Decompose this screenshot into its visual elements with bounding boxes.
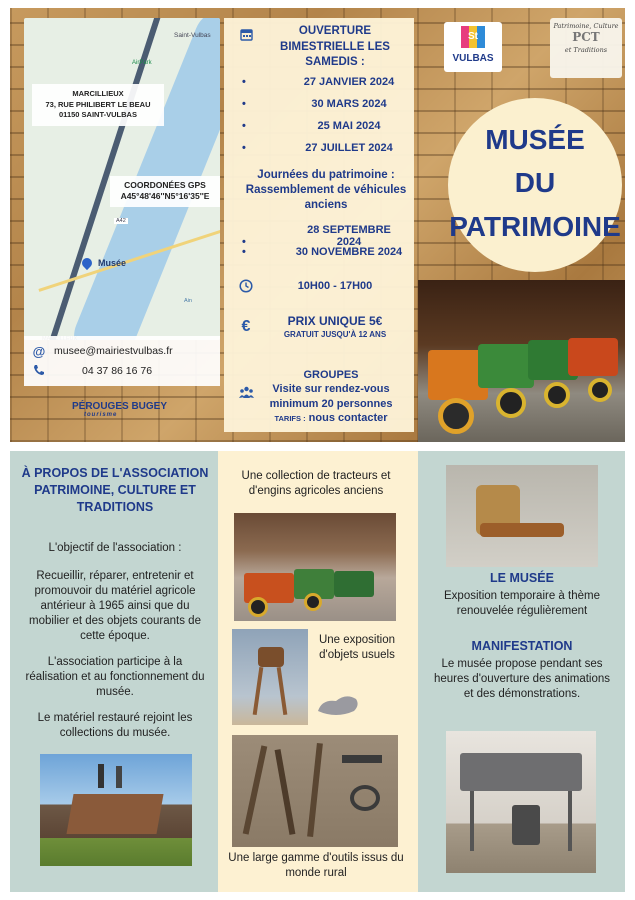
tractor-wheel <box>496 388 526 418</box>
objects-caption: Une exposition d'objets usuels <box>318 634 396 661</box>
tractor-wheel <box>248 597 268 617</box>
clock-icon <box>238 279 254 296</box>
email-row[interactable] <box>32 341 212 361</box>
perouges-logo-text: PÉROUGES BUGEY <box>72 401 168 412</box>
churn-leg <box>253 667 264 715</box>
heritage-days <box>240 168 412 213</box>
groups-tarifs-label: TARIFS : <box>274 413 306 423</box>
tool-shape <box>350 785 380 811</box>
about-heading: À PROPOS DE L'ASSOCIATION PATRIMOINE, CULTURE ET TRADITIONS <box>21 466 209 514</box>
person-shape <box>116 766 122 788</box>
museum-text: Exposition temporaire à thème renouvelée régulièrement <box>444 590 600 617</box>
twine-photo <box>446 465 598 567</box>
opening-date-text: 25 MAI 2024 <box>317 120 381 132</box>
association-logo-line: et Traditions <box>564 46 608 55</box>
gps-value: A45°48'46''N5°16'35''E <box>120 191 210 202</box>
museum-title <box>448 118 622 248</box>
heritage-days-subtitle: Rassemblement de véhicules anciens <box>245 183 407 211</box>
heritage-date-text: 30 NOVEMBRE 2024 <box>295 246 403 258</box>
association-logo-mono: PCT <box>572 30 600 45</box>
opening-date: • 27 JANVIER 2024 <box>242 76 412 88</box>
email-link[interactable]: musee@mairiestvulbas.fr <box>54 345 173 357</box>
bottom-panel <box>10 451 625 892</box>
opening-date: • 30 MARS 2024 <box>242 98 412 110</box>
tool-shape <box>243 745 268 834</box>
address-line: 01150 SAINT-VULBAS <box>59 110 137 119</box>
perouges-logo-sub: tourisme <box>84 412 118 418</box>
stove-leg <box>568 791 572 851</box>
groups-text: Visite sur rendez-vous minimum 20 personnes <box>269 383 393 410</box>
schedule-panel <box>224 18 414 432</box>
contact-box <box>24 336 220 386</box>
groups-block <box>250 368 412 425</box>
association-logo-line: Patrimoine, Culture <box>553 22 619 30</box>
map-river-label: Ain <box>184 298 192 304</box>
stove-photo <box>446 731 596 873</box>
euro-icon: € <box>241 318 251 335</box>
events-heading: MANIFESTATION <box>471 639 573 653</box>
churn-shape <box>258 647 284 667</box>
heritage-date-text: 28 SEPTEMBRE 2024 <box>307 224 391 248</box>
tractor-wheel <box>438 398 474 434</box>
price-block <box>260 314 410 340</box>
map-place-label: AirPark <box>132 60 152 66</box>
person-shape <box>98 764 104 788</box>
about-paragraph: Le matériel restauré rejoint les collections du musée. <box>37 712 193 739</box>
address-line: 73, RUE PHILIBERT LE BEAU <box>45 99 151 109</box>
phone-number[interactable]: 04 37 86 16 76 <box>82 365 153 377</box>
wood-shape <box>480 523 564 537</box>
saint-vulbas-logo-mark: St <box>461 26 485 48</box>
tractor-wheel <box>304 593 322 611</box>
tools-caption: Une large gamme d'outils issus du monde rural <box>228 852 404 879</box>
map-road-label: A42 <box>116 218 126 224</box>
perouges-logo <box>72 401 167 419</box>
phone-icon <box>32 364 46 379</box>
association-logo <box>550 18 622 78</box>
phone-row[interactable] <box>32 361 212 381</box>
stove-shape <box>460 753 582 791</box>
groups-title: GROUPES <box>303 369 359 381</box>
butter-churn-photo <box>232 629 308 725</box>
at-sign-icon: @ <box>32 343 46 359</box>
map-place-label: Saint-Vulbas <box>174 32 211 39</box>
exhibition-hall-photo <box>234 513 396 621</box>
gps-box <box>110 176 220 207</box>
tractor-wheel <box>588 378 612 402</box>
tractors-caption: Une collection de tracteurs et d'engins agricoles anciens <box>241 470 391 497</box>
churn-leg <box>277 667 288 715</box>
heritage-date: • 30 NOVEMBRE 2024 <box>242 246 403 258</box>
tractor-shape <box>568 338 618 376</box>
saint-vulbas-logo-text: VULBAS <box>452 53 494 64</box>
about-paragraph: Recueillir, réparer, entretenir et promouvoir du matériel agricole antérieur à 1965 ainsi que du mobilier et des objets courants de cette époque. <box>29 570 201 642</box>
opening-date-text: 30 MARS 2024 <box>311 98 387 110</box>
gps-title: COORDONÉES GPS <box>124 180 206 190</box>
tool-shape <box>275 749 296 835</box>
events-text: Le musée propose pendant ses heures d'ouverture des animations et des démonstrations. <box>433 658 611 700</box>
opening-date-text: 27 JANVIER 2024 <box>303 76 395 88</box>
about-paragraph: L'association participe à la réalisation et au fonctionnement du musée. <box>25 656 205 698</box>
opening-date: • 25 MAI 2024 <box>242 120 412 132</box>
stove-leg <box>470 791 474 851</box>
threshing-machine-photo <box>40 754 192 866</box>
museum-title-line: DU <box>514 167 556 199</box>
machine-shape <box>66 794 163 834</box>
tool-shape <box>342 755 382 763</box>
groups-tarifs-text: nous contacter <box>308 411 388 424</box>
opening-title: OUVERTURE BIMESTRIELLE LES SAMEDIS : <box>280 25 390 69</box>
saint-vulbas-logo <box>444 22 502 72</box>
calendar-icon <box>238 28 254 44</box>
tractor-shape <box>334 571 374 597</box>
museum-title-line: PATRIMOINE <box>449 210 621 242</box>
opening-hours: 10H00 - 17H00 <box>297 280 373 292</box>
about-objective: L'objectif de l'association : <box>48 542 182 554</box>
tools-photo <box>232 735 398 847</box>
address-box <box>32 84 164 126</box>
location-map[interactable] <box>24 18 220 340</box>
price-note: GRATUIT JUSQU'À 12 ANS <box>283 329 387 339</box>
museum-title-line: MUSÉE <box>485 124 585 155</box>
top-panel <box>10 8 625 442</box>
museum-heading: LE MUSÉE <box>490 571 554 585</box>
opening-date-text: 27 JUILLET 2024 <box>305 142 393 154</box>
opening-date: • 27 JUILLET 2024 <box>242 142 412 154</box>
tractor-wheel <box>544 382 570 408</box>
bucket-shape <box>512 805 540 845</box>
address-line: MARCILLIEUX <box>72 89 124 98</box>
tool-shape <box>307 743 323 837</box>
map-pin-label: Musée <box>98 258 127 268</box>
tractors-photo <box>418 280 625 442</box>
heritage-days-title: Journées du patrimoine : <box>257 169 395 181</box>
price-label: PRIX UNIQUE 5€ <box>287 314 383 328</box>
wooden-clog-photo <box>316 689 360 719</box>
heritage-date: •28 SEPTEMBRE 2024 <box>242 224 412 248</box>
tractor-shape <box>478 344 534 388</box>
